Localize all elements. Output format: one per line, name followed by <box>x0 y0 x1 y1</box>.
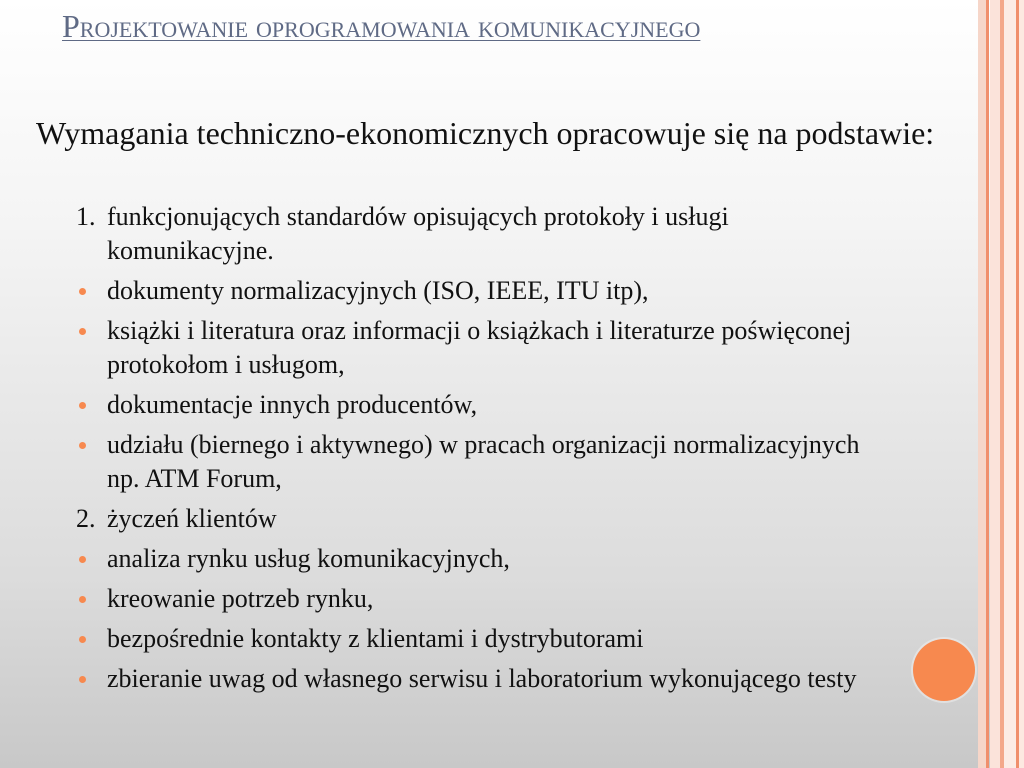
item-text: udziału (biernego i aktywnego) w pracach organizacji normalizacyjnych np. ATM Forum, <box>107 430 860 493</box>
item-text: książki i literatura oraz informacji o książkach i literaturze poświęconej protokołom i usługom, <box>107 316 852 379</box>
item-text: dokumentacje innych producentów, <box>107 390 478 419</box>
bullet-item <box>0 542 897 576</box>
list-number: 2. <box>76 504 96 533</box>
bullet-icon <box>79 676 86 683</box>
decorative-stripe <box>1019 0 1024 768</box>
item-text: zbieranie uwag od własnego serwisu i laboratorium wykonującego testy <box>107 664 857 693</box>
bullet-item <box>0 314 897 382</box>
item-list <box>0 200 960 702</box>
bullet-item <box>0 388 897 422</box>
bullet-icon <box>79 402 86 409</box>
item-text: bezpośrednie kontakty z klientami i dystrybutorami <box>107 624 644 653</box>
item-text: dokumenty normalizacyjnych (ISO, IEEE, ITU itp), <box>107 276 649 305</box>
bullet-icon <box>79 442 86 449</box>
bullet-item <box>0 428 897 496</box>
bullet-item <box>0 662 897 696</box>
item-text: funkcjonujących standardów opisujących protokoły i usługi komunikacyjne. <box>107 202 729 265</box>
item-text: kreowanie potrzeb rynku, <box>107 584 374 613</box>
bullet-item <box>0 622 897 656</box>
decorative-stripe <box>986 0 989 768</box>
bullet-icon <box>79 556 86 563</box>
bullet-icon <box>79 328 86 335</box>
decorative-stripe <box>990 0 1000 768</box>
bullet-item <box>0 582 897 616</box>
bullet-item <box>0 274 897 308</box>
item-text: analiza rynku usług komunikacyjnych, <box>107 544 510 573</box>
numbered-item <box>0 200 897 268</box>
decorative-stripe <box>1004 0 1016 768</box>
bullet-icon <box>79 288 86 295</box>
item-text: życzeń klientów <box>107 504 277 533</box>
bullet-icon <box>79 636 86 643</box>
list-number: 1. <box>76 202 96 231</box>
bullet-icon <box>79 596 86 603</box>
lead-paragraph: Wymagania techniczno-ekonomicznych opracowuje się na podstawie: <box>36 115 935 151</box>
numbered-item <box>0 502 897 536</box>
slide-title: Projektowanie oprogramowania komunikacyjnego <box>62 8 701 44</box>
decorative-stripe <box>978 0 986 768</box>
